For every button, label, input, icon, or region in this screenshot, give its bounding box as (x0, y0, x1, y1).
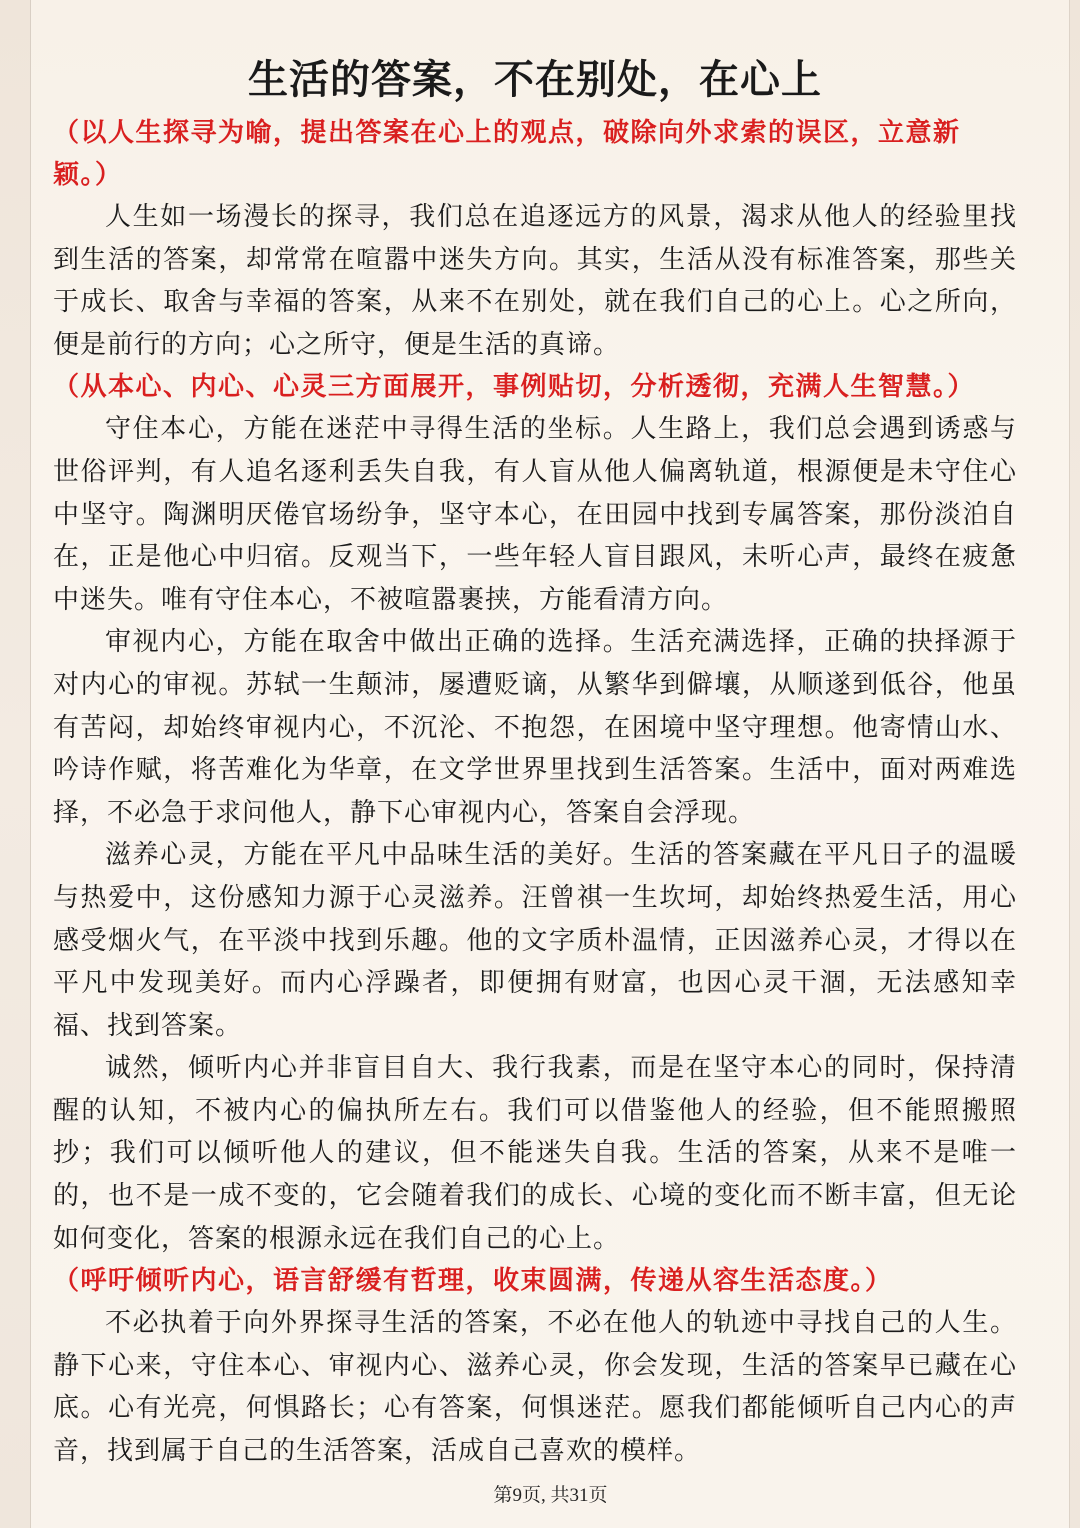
essay-content (53, 52, 1017, 1473)
comment-body: （从本心、内心、心灵三方面展开，事例贴切，分析透彻，充满人生智慧。） (53, 372, 976, 403)
essay-title: 生活的答案，不在别处，在心上 (248, 57, 822, 103)
paragraph-6: 不必执着于向外界探寻生活的答案，不必在他人的轨迹中寻找自己的人生。静下心来，守住本心、审视内心、滋养心灵，你会发现，生活的答案早已藏在心底。心有光亮，何惧路长；心有答案，何惧迷茫。愿我们都能倾听自己内心的声音，找到属于自己的生活答案，活成自己喜欢的模样。 (53, 1308, 1017, 1467)
page-number: 第9页, 共31页 (493, 1485, 608, 1506)
comment-intro: （以人生探寻为喻，提出答案在心上的观点，破除向外求索的误区，立意新颖。） (53, 118, 961, 190)
paragraph-2: 守住本心，方能在迷茫中寻得生活的坐标。人生路上，我们总会遇到诱惑与世俗评判，有人追名逐利丢失自我，有人盲从他人偏离轨道，根源便是未守住心中坚守。陶渊明厌倦官场纷争，坚守本心，在田园中找到专属答案，那份淡泊自在，正是他心中归宿。反观当下，一些年轻人盲目跟风，未听心声，最终在疲惫中迷失。唯有守住本心，不被喧嚣裹挟，方能看清方向。 (53, 414, 1017, 615)
paragraph-3: 审视内心，方能在取舍中做出正确的选择。生活充满选择，正确的抉择源于对内心的审视。苏轼一生颠沛，屡遭贬谪，从繁华到僻壤，从顺遂到低谷，他虽有苦闷，却始终审视内心，不沉沦、不抱怨，在困境中坚守理想。他寄情山水、吟诗作赋，将苦难化为华章，在文学世界里找到生活答案。生活中，面对两难选择，不必急于求问他人，静下心审视内心，答案自会浮现。 (53, 627, 1017, 828)
paragraph-5: 诚然，倾听内心并非盲目自大、我行我素，而是在坚守本心的同时，保持清醒的认知，不被内心的偏执所左右。我们可以借鉴他人的经验，但不能照搬照抄；我们可以倾听他人的建议，但不能迷失自我。生活的答案，从来不是唯一的，也不是一成不变的，它会随着我们的成长、心境的变化而不断丰富，但无论如何变化，答案的根源永远在我们自己的心上。 (53, 1053, 1017, 1254)
right-page-edge (1069, 0, 1070, 1528)
paragraph-4: 滋养心灵，方能在平凡中品味生活的美好。生活的答案藏在平凡日子的温暖与热爱中，这份感知力源于心灵滋养。汪曾祺一生坎坷，却始终热爱生活，用心感受烟火气，在平淡中找到乐趣。他的文字质朴温情，正因滋养心灵，才得以在平凡中发现美好。而内心浮躁者，即便拥有财富，也因心灵干涸，无法感知幸福、找到答案。 (53, 840, 1017, 1041)
paragraph-1: 人生如一场漫长的探寻，我们总在追逐远方的风景，渴求从他人的经验里找到生活的答案，却常常在喧嚣中迷失方向。其实，生活从没有标准答案，那些关于成长、取舍与幸福的答案，从来不在别处，就在我们自己的心上。心之所向，便是前行的方向；心之所守，便是生活的真谛。 (53, 202, 1017, 360)
comment-end: （呼吁倾听内心，语言舒缓有哲理，收束圆满，传递从容生活态度。） (53, 1266, 893, 1297)
document-page (31, 0, 1070, 1528)
